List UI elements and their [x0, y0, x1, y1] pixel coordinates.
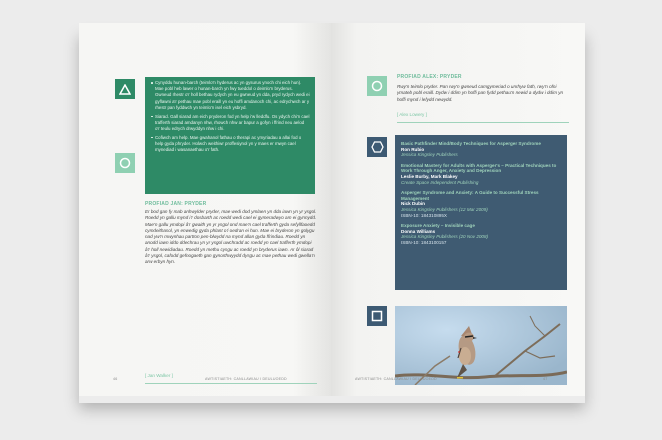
book-author: Leslie Burby, Mark Blakey — [401, 173, 458, 179]
bird-photo — [395, 306, 567, 385]
book-entry — [401, 141, 561, 158]
tip-item: Cynyddu hunan-barch (teimlo'n hyderus ac yn gysurus ynoch chi eich hun). Mae pobl heb lawer o hunan-barch yn fwy tueddol o deimlo'n bryderus. Gwneud rhestr o'r holl bethau rydych yn eu gwneud yn dda, pryd rydych wedi ei gyflawni a'r pethau mae pobl eraill yn eu hoffi amdanoch chi, ac edrychwch ar y rhestr pan fyddwch yn teimlo'n isel eich ysbryd. — [151, 80, 310, 111]
book-author: Donna Williams — [401, 228, 436, 234]
book-author: Nick Dubin — [401, 201, 425, 207]
circle-icon — [371, 80, 383, 92]
circle-icon-box — [115, 153, 135, 173]
book-isbn: ISBN-10: 184310895X — [401, 212, 447, 218]
square-icon — [371, 310, 383, 322]
tip-item: Cofiwch am help. Mae gwahanol fathau o therapi ac ymyriadau a allai fod o help gyda phryder. Holwch weithiwr proffesiynol yn y maes er mwyn cael mynediad i wasanaethau o'r fath. — [151, 135, 310, 154]
book-publisher: Jessica Kingsley Publishers (12 Mar 2009) — [401, 206, 488, 212]
hexagon-icon-box — [367, 137, 387, 157]
book-title: Emotional Mastery for Adults with Asperger's – Practical Techniques to Work Through Anger, Anxiety and Depression — [401, 162, 557, 174]
tips-box — [145, 77, 315, 194]
quote-text: Rwy'n teimlo pryder. Pan rwy'n gwneud camgymeriad o unrhyw fath, rwy'n ofni ymateb pobl eraill. Dydw i ddim yn hoffi pan fydd pethau'n newid a dydw i ddim yn hoffi mynd i lefydd newydd. — [397, 84, 564, 102]
book-publisher: Create Space Independent Publishing — [401, 179, 479, 185]
waxwing-bird-image — [395, 306, 567, 385]
book-entry — [401, 223, 561, 245]
circle-icon-box — [367, 76, 387, 96]
book-title: Basic Pathfinder Mind/Body Techniques for Asperger Syndrome — [401, 141, 541, 146]
book-entry — [401, 163, 561, 185]
quote-signature: [ Jan Walker ] — [145, 373, 173, 378]
tip-item: Siarad. Gall siarad am eich pryderon fod yn help i'w lleddfu. Os ydych chi'n cael trafferth siarad amdanyn nhw, rhowch nhw ar bapur a gofyn i ffrind neu aelod o'r teulu edrych drwyddyn nhw i chi. — [151, 114, 310, 133]
book-title: Exposure Anxiety – Invisible cage — [401, 223, 475, 229]
hexagon-icon — [371, 141, 384, 153]
triangle-icon-box — [115, 79, 135, 99]
triangle-icon — [119, 84, 131, 95]
booklet-spread — [79, 23, 585, 396]
divider — [145, 383, 317, 384]
page-number: 47 — [543, 377, 548, 381]
quote-text: Er bod gan fy mab anhwylder pryder, mae wedi dod ymlaen yn dda iawn yn yr ysgol. Roedd yn gallu mynd i'r dosbarth ac roedd wedi cael ei gymeradwyo am ei gynnydd. Mae'n gallu ymdopi â'r gwaith yn yr ysgol ond mae'n cael trafferth gyda sefyllfaoedd cymdeithasol, yn enwedig gyda phlant o'i oedran ei hun. Mae ei bryderon yn golygu nad yw'n mwynhau partïon pen-blwydd na mynd allan gyda ffrindiau. Roedd yn anodd iawn iddo ddechrau yn yr ysgol uwchradd ac roedd yn cael trafferth ymdopi â'r holl newidiadau. Roedd yn methu cysgu ac roedd yn bryderus iawn. Ar ôl siarad â'r ysgol, cafodd gefnogaeth gan gynorthwyydd dysgu ac mae pethau wedi gwella'n arw erbyn hyn. — [145, 209, 317, 265]
right-page — [331, 23, 585, 396]
square-icon-box — [367, 306, 387, 326]
section-heading: PROFIAD JAN: PRYDER — [145, 201, 207, 207]
page-number: 46 — [113, 377, 118, 381]
left-page — [79, 23, 331, 396]
book-entry — [401, 190, 561, 218]
divider — [397, 122, 569, 123]
book-title: Asperger Syndrome and Anxiety: A Guide to Successful Stress Management — [401, 190, 539, 201]
footer-title: AWTISTIAETH: CANLLAWIAU I DEULUOEDD — [355, 377, 437, 381]
book-publisher: Jessica Kingsley Publishers — [401, 152, 458, 158]
book-author: Ron Rubio — [401, 146, 425, 152]
section-heading: PROFIAD ALEX: PRYDER — [397, 74, 462, 80]
quote-signature: [ Alex Lowery ] — [397, 112, 427, 117]
book-isbn: ISBN-10: 1843100157 — [401, 239, 447, 245]
book-publisher: Jessica Kingsley Publishers (20 Nov 2008) — [401, 234, 489, 240]
footer-title: AWTISTIAETH: CANLLAWIAU I DEULUOEDD — [205, 377, 287, 381]
book-list — [395, 135, 567, 290]
circle-icon — [119, 157, 131, 169]
